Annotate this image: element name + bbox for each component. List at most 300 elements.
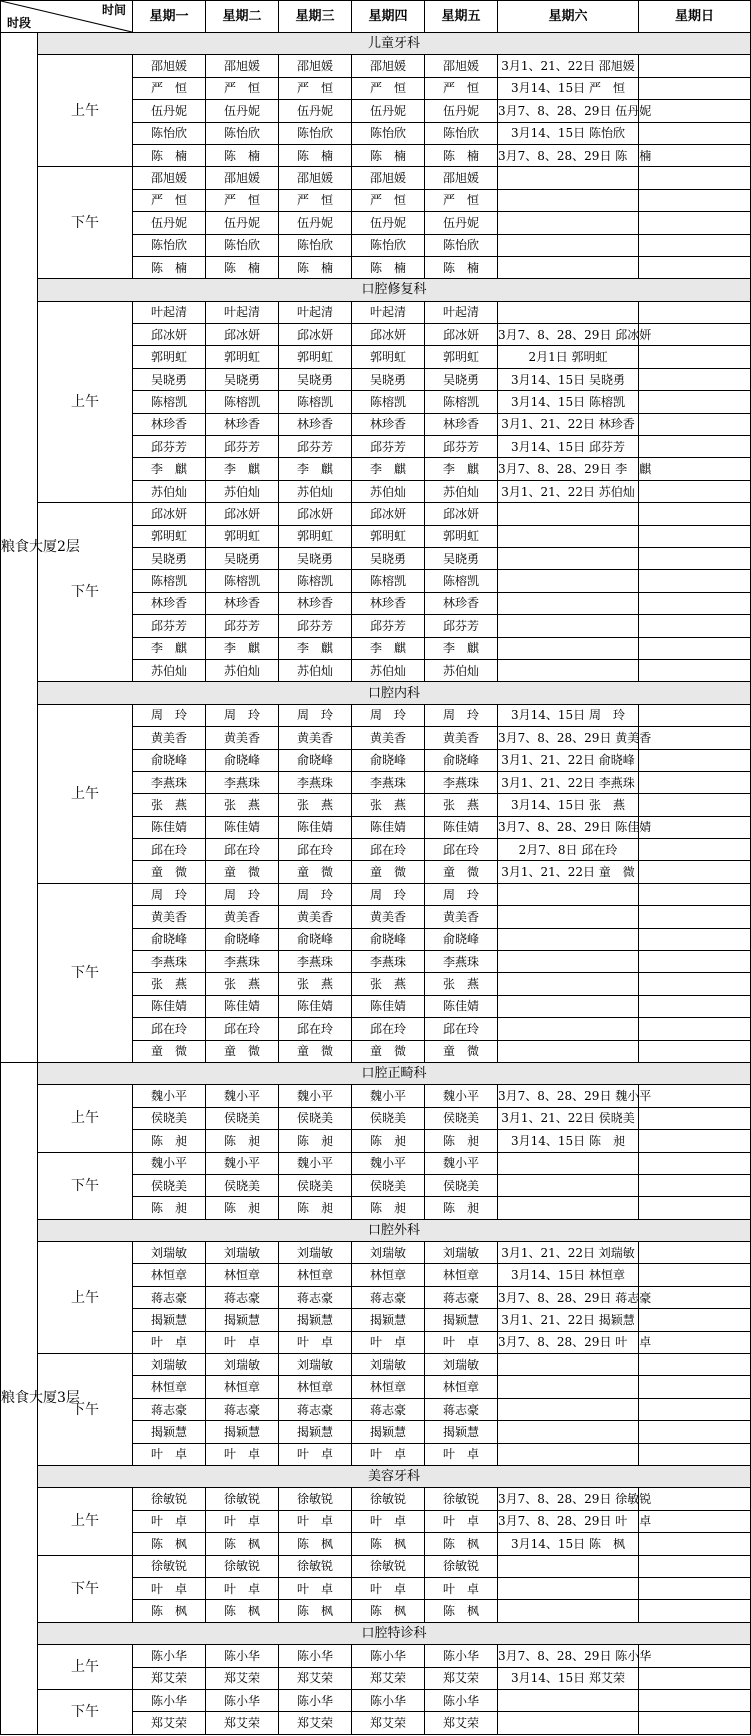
saturday-schedule-cell <box>498 1354 639 1376</box>
period-label: 下午 <box>38 1555 133 1622</box>
weekday-doctor-cell: 郑艾荣 <box>425 1712 498 1734</box>
weekday-doctor-cell: 陈怡欣 <box>352 122 425 144</box>
weekday-doctor-cell: 张 燕 <box>352 794 425 816</box>
weekday-doctor-cell: 陈佳婧 <box>279 995 352 1017</box>
schedule-row <box>1 883 751 905</box>
weekday-doctor-cell: 邱在玲 <box>133 839 206 861</box>
weekday-doctor-cell: 吴晓勇 <box>206 547 279 569</box>
weekday-doctor-cell: 俞晓峰 <box>279 928 352 950</box>
saturday-schedule-cell <box>498 1577 639 1599</box>
weekday-doctor-cell: 李燕珠 <box>206 771 279 793</box>
weekday-doctor-cell: 叶 卓 <box>133 1577 206 1599</box>
weekday-doctor-cell: 陈小华 <box>279 1645 352 1667</box>
sunday-schedule-cell <box>639 1331 751 1353</box>
weekday-doctor-cell: 严 恒 <box>133 77 206 99</box>
saturday-schedule-cell <box>498 1152 639 1174</box>
weekday-doctor-cell: 郑艾荣 <box>279 1712 352 1734</box>
weekday-doctor-cell: 俞晓峰 <box>425 749 498 771</box>
weekday-doctor-cell: 俞晓峰 <box>425 928 498 950</box>
header-period-label: 时段 <box>7 16 32 30</box>
weekday-doctor-cell: 徐敏锐 <box>279 1555 352 1577</box>
weekday-doctor-cell: 苏伯灿 <box>133 659 206 681</box>
weekday-doctor-cell: 张 燕 <box>133 973 206 995</box>
saturday-schedule-cell <box>498 1421 639 1443</box>
weekday-doctor-cell: 吴晓勇 <box>279 368 352 390</box>
period-label: 下午 <box>38 1689 133 1734</box>
weekday-doctor-cell: 邵旭媛 <box>206 55 279 77</box>
weekday-doctor-cell: 陈 昶 <box>279 1197 352 1219</box>
weekday-doctor-cell: 陈榕凯 <box>425 570 498 592</box>
weekday-doctor-cell: 陈怡欣 <box>133 122 206 144</box>
weekday-doctor-cell: 郭明虹 <box>352 346 425 368</box>
weekday-doctor-cell: 刘瑞敏 <box>352 1354 425 1376</box>
weekday-doctor-cell: 侯晓美 <box>279 1107 352 1129</box>
weekday-doctor-cell: 陈榕凯 <box>279 391 352 413</box>
weekday-doctor-cell: 吴晓勇 <box>425 368 498 390</box>
header-day-sun: 星期日 <box>639 1 751 33</box>
sunday-schedule-cell <box>639 547 751 569</box>
weekday-doctor-cell: 蒋志豪 <box>425 1398 498 1420</box>
weekday-doctor-cell: 俞晓峰 <box>352 928 425 950</box>
weekday-doctor-cell: 李燕珠 <box>279 771 352 793</box>
weekday-doctor-cell: 叶 卓 <box>133 1510 206 1532</box>
sunday-schedule-cell <box>639 1264 751 1286</box>
weekday-doctor-cell: 陈 昶 <box>133 1130 206 1152</box>
saturday-schedule-cell <box>498 1040 639 1062</box>
weekday-doctor-cell: 陈 昶 <box>206 1197 279 1219</box>
weekday-doctor-cell: 李 麒 <box>206 637 279 659</box>
weekday-doctor-cell: 伍丹妮 <box>279 100 352 122</box>
weekday-doctor-cell: 陈小华 <box>206 1689 279 1711</box>
weekday-doctor-cell: 林恒章 <box>279 1264 352 1286</box>
weekday-doctor-cell: 黄美香 <box>206 906 279 928</box>
weekday-doctor-cell: 李燕珠 <box>279 951 352 973</box>
saturday-schedule-cell <box>498 1197 639 1219</box>
schedule-row <box>1 167 751 189</box>
header-day-wed: 星期三 <box>279 1 352 33</box>
weekday-doctor-cell: 刘瑞敏 <box>133 1354 206 1376</box>
weekday-doctor-cell: 郑艾荣 <box>133 1712 206 1734</box>
weekday-doctor-cell: 邵旭媛 <box>425 55 498 77</box>
sunday-schedule-cell <box>639 1443 751 1465</box>
weekday-doctor-cell: 俞晓峰 <box>206 749 279 771</box>
weekday-doctor-cell: 俞晓峰 <box>352 749 425 771</box>
saturday-schedule-cell: 3月1、21、22日 苏伯灿 <box>498 480 639 502</box>
weekday-doctor-cell: 陈 枫 <box>352 1533 425 1555</box>
weekday-doctor-cell: 陈榕凯 <box>206 391 279 413</box>
weekday-doctor-cell: 陈 昶 <box>206 1130 279 1152</box>
weekday-doctor-cell: 陈 枫 <box>133 1600 206 1622</box>
weekday-doctor-cell: 刘瑞敏 <box>206 1354 279 1376</box>
weekday-doctor-cell: 周 玲 <box>279 883 352 905</box>
weekday-doctor-cell: 黄美香 <box>352 906 425 928</box>
weekday-doctor-cell: 叶 卓 <box>206 1510 279 1532</box>
weekday-doctor-cell: 伍丹妮 <box>133 100 206 122</box>
header-day-sat: 星期六 <box>498 1 639 33</box>
weekday-doctor-cell: 陈 楠 <box>206 144 279 166</box>
saturday-schedule-cell: 3月7、8、28、29日 魏小平 <box>498 1085 639 1107</box>
weekday-doctor-cell: 徐敏锐 <box>279 1488 352 1510</box>
saturday-schedule-cell: 3月14、15日 严 恒 <box>498 77 639 99</box>
weekday-doctor-cell: 邵旭媛 <box>279 167 352 189</box>
weekday-doctor-cell: 魏小平 <box>425 1152 498 1174</box>
sunday-schedule-cell <box>639 816 751 838</box>
saturday-schedule-cell: 3月7、8、28、29日 蒋志豪 <box>498 1286 639 1308</box>
sunday-schedule-cell <box>639 234 751 256</box>
sunday-schedule-cell <box>639 346 751 368</box>
weekday-doctor-cell: 郑艾荣 <box>133 1667 206 1689</box>
weekday-doctor-cell: 陈佳婧 <box>425 816 498 838</box>
weekday-doctor-cell: 林恒章 <box>206 1264 279 1286</box>
weekday-doctor-cell: 魏小平 <box>352 1152 425 1174</box>
sunday-schedule-cell <box>639 189 751 211</box>
department-name: 口腔特诊科 <box>38 1622 751 1644</box>
saturday-schedule-cell: 3月1、21、22日 李燕珠 <box>498 771 639 793</box>
weekday-doctor-cell: 林恒章 <box>133 1376 206 1398</box>
department-name: 口腔正畸科 <box>38 1062 751 1084</box>
weekday-doctor-cell: 黄美香 <box>133 727 206 749</box>
weekday-doctor-cell: 李燕珠 <box>425 951 498 973</box>
weekday-doctor-cell: 黄美香 <box>279 727 352 749</box>
weekday-doctor-cell: 苏伯灿 <box>133 480 206 502</box>
saturday-schedule-cell: 3月7、8、28、29日 徐敏锐 <box>498 1488 639 1510</box>
weekday-doctor-cell: 陈佳婧 <box>425 995 498 1017</box>
sunday-schedule-cell <box>639 1174 751 1196</box>
weekday-doctor-cell: 陈怡欣 <box>206 122 279 144</box>
weekday-doctor-cell: 陈小华 <box>206 1645 279 1667</box>
weekday-doctor-cell: 陈怡欣 <box>425 122 498 144</box>
weekday-doctor-cell: 陈榕凯 <box>206 570 279 592</box>
sunday-schedule-cell <box>639 659 751 681</box>
weekday-doctor-cell: 陈佳婧 <box>279 816 352 838</box>
weekday-doctor-cell: 郭明虹 <box>425 525 498 547</box>
sunday-schedule-cell <box>639 615 751 637</box>
weekday-doctor-cell: 张 燕 <box>425 794 498 816</box>
saturday-schedule-cell <box>498 1689 639 1711</box>
weekday-doctor-cell: 陈怡欣 <box>279 122 352 144</box>
sunday-schedule-cell <box>639 167 751 189</box>
sunday-schedule-cell <box>639 592 751 614</box>
weekday-doctor-cell: 郑艾荣 <box>279 1667 352 1689</box>
weekday-doctor-cell: 周 玲 <box>352 883 425 905</box>
sunday-schedule-cell <box>639 1309 751 1331</box>
weekday-doctor-cell: 陈 枫 <box>279 1600 352 1622</box>
weekday-doctor-cell: 徐敏锐 <box>352 1488 425 1510</box>
weekday-doctor-cell: 陈小华 <box>425 1645 498 1667</box>
weekday-doctor-cell: 林恒章 <box>352 1264 425 1286</box>
weekday-doctor-cell: 蒋志豪 <box>279 1398 352 1420</box>
sunday-schedule-cell <box>639 1488 751 1510</box>
header-time-label: 时间 <box>101 3 126 17</box>
sunday-schedule-cell <box>639 1152 751 1174</box>
schedule-row <box>1 1555 751 1577</box>
sunday-schedule-cell <box>639 704 751 726</box>
weekday-doctor-cell: 伍丹妮 <box>206 212 279 234</box>
period-label: 上午 <box>38 301 133 503</box>
weekday-doctor-cell: 侯晓美 <box>279 1174 352 1196</box>
weekday-doctor-cell: 严 恒 <box>279 77 352 99</box>
weekday-doctor-cell: 俞晓峰 <box>133 749 206 771</box>
weekday-doctor-cell: 侯晓美 <box>206 1107 279 1129</box>
period-label: 下午 <box>38 883 133 1062</box>
weekday-doctor-cell: 叶 卓 <box>279 1331 352 1353</box>
saturday-schedule-cell: 3月7、8、28、29日 叶 卓 <box>498 1510 639 1532</box>
weekday-doctor-cell: 童 微 <box>279 1040 352 1062</box>
department-name: 口腔修复科 <box>38 279 751 301</box>
building-label: 粮食大厦2层 <box>1 33 38 1063</box>
schedule-row <box>1 1152 751 1174</box>
weekday-doctor-cell: 侯晓美 <box>352 1174 425 1196</box>
weekday-doctor-cell: 刘瑞敏 <box>133 1242 206 1264</box>
weekday-doctor-cell: 邵旭媛 <box>206 167 279 189</box>
weekday-doctor-cell: 侯晓美 <box>206 1174 279 1196</box>
department-header-row <box>1 1622 751 1644</box>
sunday-schedule-cell <box>639 324 751 346</box>
saturday-schedule-cell: 3月1、21、22日 童 微 <box>498 861 639 883</box>
weekday-doctor-cell: 陈 昶 <box>425 1130 498 1152</box>
saturday-schedule-cell: 3月14、15日 邱芬芳 <box>498 436 639 458</box>
schedule-row <box>1 1689 751 1711</box>
saturday-schedule-cell <box>498 1600 639 1622</box>
weekday-doctor-cell: 林恒章 <box>206 1376 279 1398</box>
weekday-doctor-cell: 陈怡欣 <box>206 234 279 256</box>
department-header-row <box>1 682 751 704</box>
weekday-doctor-cell: 邱芬芳 <box>133 615 206 637</box>
saturday-schedule-cell: 3月1、21、22日 揭颖慧 <box>498 1309 639 1331</box>
weekday-doctor-cell: 陈 楠 <box>279 144 352 166</box>
weekday-doctor-cell: 魏小平 <box>206 1085 279 1107</box>
weekday-doctor-cell: 林恒章 <box>425 1376 498 1398</box>
weekday-doctor-cell: 揭颖慧 <box>206 1309 279 1331</box>
sunday-schedule-cell <box>639 1130 751 1152</box>
weekday-doctor-cell: 陈 楠 <box>279 256 352 278</box>
saturday-schedule-cell: 3月1、21、22日 林珍香 <box>498 413 639 435</box>
saturday-schedule-cell: 3月7、8、28、29日 陈佳婧 <box>498 816 639 838</box>
sunday-schedule-cell <box>639 1286 751 1308</box>
weekday-doctor-cell: 魏小平 <box>133 1085 206 1107</box>
period-label: 上午 <box>38 1488 133 1555</box>
weekday-doctor-cell: 苏伯灿 <box>352 480 425 502</box>
weekday-doctor-cell: 陈佳婧 <box>133 816 206 838</box>
weekday-doctor-cell: 陈 楠 <box>352 256 425 278</box>
weekday-doctor-cell: 郭明虹 <box>352 525 425 547</box>
weekday-doctor-cell: 陈怡欣 <box>133 234 206 256</box>
weekday-doctor-cell: 邱在玲 <box>352 1018 425 1040</box>
weekday-doctor-cell: 邱在玲 <box>425 1018 498 1040</box>
weekday-doctor-cell: 林珍香 <box>352 592 425 614</box>
weekday-doctor-cell: 林珍香 <box>425 592 498 614</box>
department-header-row <box>1 279 751 301</box>
weekday-doctor-cell: 郑艾荣 <box>206 1667 279 1689</box>
sunday-schedule-cell <box>639 951 751 973</box>
weekday-doctor-cell: 黄美香 <box>279 906 352 928</box>
weekday-doctor-cell: 叶起清 <box>206 301 279 323</box>
sunday-schedule-cell <box>639 570 751 592</box>
sunday-schedule-cell <box>639 1421 751 1443</box>
weekday-doctor-cell: 童 微 <box>425 1040 498 1062</box>
department-header-row <box>1 1219 751 1241</box>
weekday-doctor-cell: 陈榕凯 <box>352 391 425 413</box>
weekday-doctor-cell: 陈 枫 <box>352 1600 425 1622</box>
period-label: 下午 <box>38 1152 133 1219</box>
weekday-doctor-cell: 伍丹妮 <box>352 100 425 122</box>
weekday-doctor-cell: 张 燕 <box>352 973 425 995</box>
weekday-doctor-cell: 魏小平 <box>279 1085 352 1107</box>
weekday-doctor-cell: 陈小华 <box>352 1689 425 1711</box>
weekday-doctor-cell: 揭颖慧 <box>352 1309 425 1331</box>
sunday-schedule-cell <box>639 1689 751 1711</box>
weekday-doctor-cell: 黄美香 <box>206 727 279 749</box>
weekday-doctor-cell: 徐敏锐 <box>206 1555 279 1577</box>
weekday-doctor-cell: 叶起清 <box>279 301 352 323</box>
schedule-body <box>1 1 751 1735</box>
saturday-schedule-cell <box>498 615 639 637</box>
weekday-doctor-cell: 侯晓美 <box>352 1107 425 1129</box>
weekday-doctor-cell: 郑艾荣 <box>352 1712 425 1734</box>
weekday-doctor-cell: 叶 卓 <box>279 1510 352 1532</box>
weekday-doctor-cell: 邱冰妍 <box>206 503 279 525</box>
sunday-schedule-cell <box>639 1085 751 1107</box>
weekday-doctor-cell: 陈小华 <box>133 1689 206 1711</box>
schedule-row <box>1 1354 751 1376</box>
weekday-doctor-cell: 陈怡欣 <box>425 234 498 256</box>
saturday-schedule-cell <box>498 1555 639 1577</box>
saturday-schedule-cell: 3月14、15日 陈 枫 <box>498 1533 639 1555</box>
weekday-doctor-cell: 伍丹妮 <box>425 100 498 122</box>
weekday-doctor-cell: 叶 卓 <box>425 1443 498 1465</box>
weekday-doctor-cell: 林恒章 <box>279 1376 352 1398</box>
department-name: 儿童牙科 <box>38 33 751 55</box>
weekday-doctor-cell: 陈小华 <box>352 1645 425 1667</box>
sunday-schedule-cell <box>639 525 751 547</box>
weekday-doctor-cell: 叶 卓 <box>425 1510 498 1532</box>
weekday-doctor-cell: 刘瑞敏 <box>279 1354 352 1376</box>
weekday-doctor-cell: 揭颖慧 <box>425 1309 498 1331</box>
weekday-doctor-cell: 叶 卓 <box>206 1331 279 1353</box>
sunday-schedule-cell <box>639 839 751 861</box>
weekday-doctor-cell: 陈 枫 <box>206 1533 279 1555</box>
saturday-schedule-cell <box>498 1712 639 1734</box>
header-day-mon: 星期一 <box>133 1 206 33</box>
sunday-schedule-cell <box>639 1018 751 1040</box>
weekday-doctor-cell: 魏小平 <box>279 1152 352 1174</box>
weekday-doctor-cell: 李 麒 <box>425 637 498 659</box>
sunday-schedule-cell <box>639 1555 751 1577</box>
weekday-doctor-cell: 揭颖慧 <box>279 1421 352 1443</box>
period-label: 下午 <box>38 503 133 682</box>
weekday-doctor-cell: 蒋志豪 <box>206 1398 279 1420</box>
weekday-doctor-cell: 郑艾荣 <box>206 1712 279 1734</box>
sunday-schedule-cell <box>639 1600 751 1622</box>
saturday-schedule-cell: 2月7、8日 邱在玲 <box>498 839 639 861</box>
saturday-schedule-cell <box>498 234 639 256</box>
weekday-doctor-cell: 叶 卓 <box>133 1331 206 1353</box>
weekday-doctor-cell: 叶起清 <box>425 301 498 323</box>
weekday-doctor-cell: 严 恒 <box>425 77 498 99</box>
period-label: 上午 <box>38 1645 133 1690</box>
weekday-doctor-cell: 陈 楠 <box>133 256 206 278</box>
weekday-doctor-cell: 严 恒 <box>352 77 425 99</box>
sunday-schedule-cell <box>639 301 751 323</box>
weekday-doctor-cell: 李 麒 <box>206 458 279 480</box>
saturday-schedule-cell <box>498 1443 639 1465</box>
weekday-doctor-cell: 刘瑞敏 <box>425 1354 498 1376</box>
weekday-doctor-cell: 陈佳婧 <box>352 995 425 1017</box>
weekday-doctor-cell: 叶 卓 <box>425 1331 498 1353</box>
weekday-doctor-cell: 苏伯灿 <box>425 480 498 502</box>
weekday-doctor-cell: 陈 楠 <box>352 144 425 166</box>
weekday-doctor-cell: 郭明虹 <box>133 525 206 547</box>
weekday-doctor-cell: 揭颖慧 <box>133 1421 206 1443</box>
schedule-row <box>1 1645 751 1667</box>
weekday-doctor-cell: 林珍香 <box>206 592 279 614</box>
weekday-doctor-cell: 林珍香 <box>279 592 352 614</box>
weekday-doctor-cell: 童 微 <box>206 861 279 883</box>
department-name: 美容牙科 <box>38 1466 751 1488</box>
sunday-schedule-cell <box>639 1040 751 1062</box>
weekday-doctor-cell: 陈 楠 <box>425 256 498 278</box>
weekday-doctor-cell: 徐敏锐 <box>352 1555 425 1577</box>
saturday-schedule-cell <box>498 189 639 211</box>
weekday-doctor-cell: 童 微 <box>133 1040 206 1062</box>
department-name: 口腔内科 <box>38 682 751 704</box>
sunday-schedule-cell <box>639 928 751 950</box>
sunday-schedule-cell <box>639 1354 751 1376</box>
saturday-schedule-cell: 3月14、15日 林恒章 <box>498 1264 639 1286</box>
weekday-doctor-cell: 陈小华 <box>425 1689 498 1711</box>
weekday-doctor-cell: 邱冰妍 <box>352 503 425 525</box>
weekday-doctor-cell: 邱冰妍 <box>425 503 498 525</box>
header-corner-cell <box>1 1 133 33</box>
weekday-doctor-cell: 李 麒 <box>352 637 425 659</box>
weekday-doctor-cell: 蒋志豪 <box>206 1286 279 1308</box>
weekday-doctor-cell: 张 燕 <box>206 794 279 816</box>
weekday-doctor-cell: 陈佳婧 <box>206 816 279 838</box>
weekday-doctor-cell: 伍丹妮 <box>425 212 498 234</box>
weekday-doctor-cell: 吴晓勇 <box>352 547 425 569</box>
weekday-doctor-cell: 邵旭媛 <box>133 167 206 189</box>
department-name: 口腔外科 <box>38 1219 751 1241</box>
sunday-schedule-cell <box>639 436 751 458</box>
weekday-doctor-cell: 伍丹妮 <box>279 212 352 234</box>
weekday-doctor-cell: 陈榕凯 <box>352 570 425 592</box>
weekday-doctor-cell: 张 燕 <box>133 794 206 816</box>
weekday-doctor-cell: 陈 昶 <box>352 1197 425 1219</box>
saturday-schedule-cell <box>498 167 639 189</box>
weekday-doctor-cell: 周 玲 <box>206 704 279 726</box>
weekday-doctor-cell: 郑艾荣 <box>352 1667 425 1689</box>
weekday-doctor-cell: 苏伯灿 <box>352 659 425 681</box>
weekday-doctor-cell: 侯晓美 <box>133 1174 206 1196</box>
weekday-doctor-cell: 周 玲 <box>425 704 498 726</box>
schedule-row <box>1 704 751 726</box>
weekday-doctor-cell: 李燕珠 <box>425 771 498 793</box>
weekday-doctor-cell: 周 玲 <box>206 883 279 905</box>
sunday-schedule-cell <box>639 883 751 905</box>
weekday-doctor-cell: 徐敏锐 <box>206 1488 279 1510</box>
weekday-doctor-cell: 吴晓勇 <box>133 547 206 569</box>
weekday-doctor-cell: 李 麒 <box>133 637 206 659</box>
header-day-thu: 星期四 <box>352 1 425 33</box>
weekday-doctor-cell: 张 燕 <box>279 973 352 995</box>
sunday-schedule-cell <box>639 144 751 166</box>
weekday-doctor-cell: 吴晓勇 <box>206 368 279 390</box>
weekday-doctor-cell: 严 恒 <box>279 189 352 211</box>
weekday-doctor-cell: 林珍香 <box>425 413 498 435</box>
sunday-schedule-cell <box>639 749 751 771</box>
weekday-doctor-cell: 郭明虹 <box>206 525 279 547</box>
weekday-doctor-cell: 李燕珠 <box>133 951 206 973</box>
